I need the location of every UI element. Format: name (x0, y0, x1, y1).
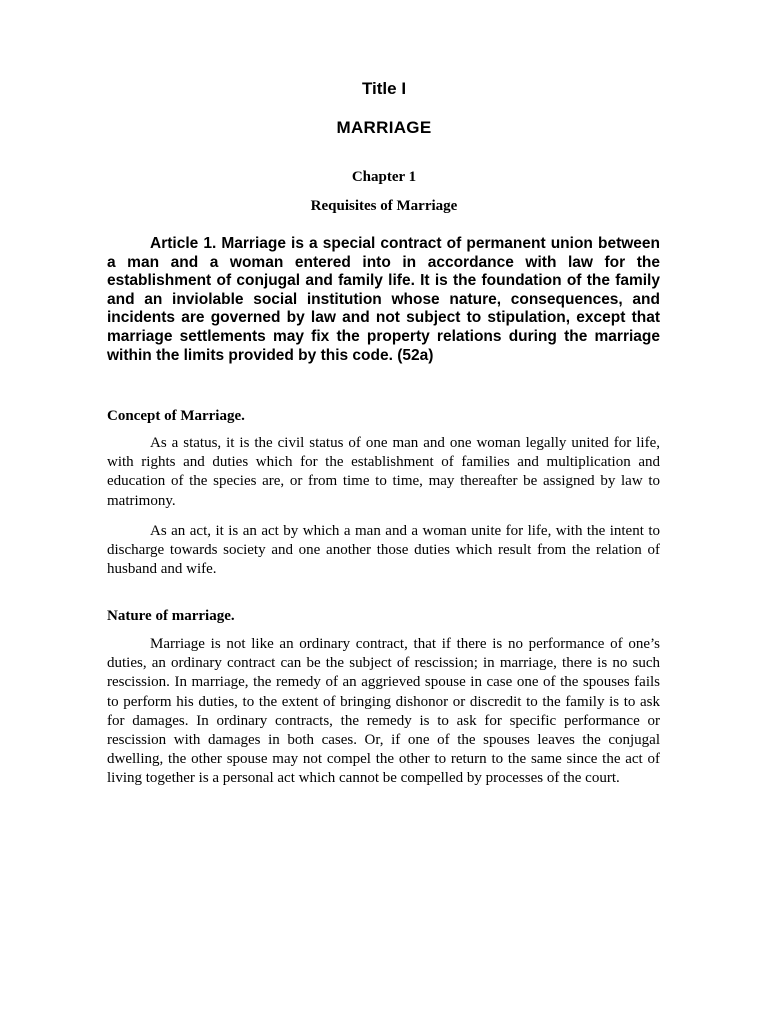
concept-of-marriage-heading: Concept of Marriage. (107, 408, 245, 424)
title-heading: MARRIAGE (336, 118, 432, 137)
chapter-title: Requisites of Marriage (310, 198, 458, 214)
article-1-text: Article 1. Marriage is a special contract of permanent union between a man and a woman entered into in accordance with law for the establishment of conjugal and family life. It is the foundation of the family and an inviolable social institution whose nature, consequences, and incidents are governed by law and not subject to stipulation, except that marriage settlements may fix the property relations during the marriage within the limits provided by this code. (52a) (107, 235, 660, 364)
chapter-number: Chapter 1 (351, 169, 417, 185)
title-number: Title I (361, 79, 407, 98)
concept-status-paragraph: As a status, it is the civil status of one man and one woman legally united for life, with rights and duties which for the establishment of families and multiplication and education of the species are, or from time to time, may thereafter be assigned by law to matrimony. (107, 435, 660, 509)
concept-act-paragraph: As an act, it is an act by which a man and a woman unite for life, with the intent to discharge towards society and one another those duties which result from the relation of husband and wife. (107, 523, 660, 578)
nature-of-marriage-heading: Nature of marriage. (107, 608, 235, 624)
nature-paragraph: Marriage is not like an ordinary contract, that if there is no performance of one’s duties, an ordinary contract can be the subject of rescission; in marriage, there is no such rescission. In marriage, the remedy of an aggrieved spouse in case one of the spouses fails to perform his duties, to the extent of bringing dishonor or discredit to the family is to ask for damages. In ordinary contracts, the remedy is to ask for specific performance or rescission with damages in both cases. Or, if one of the spouses leaves the conjugal dwelling, the other spouse may not compel the other to return to the same since the act of living together is a personal act which cannot be compelled by processes of the court. (107, 636, 660, 787)
